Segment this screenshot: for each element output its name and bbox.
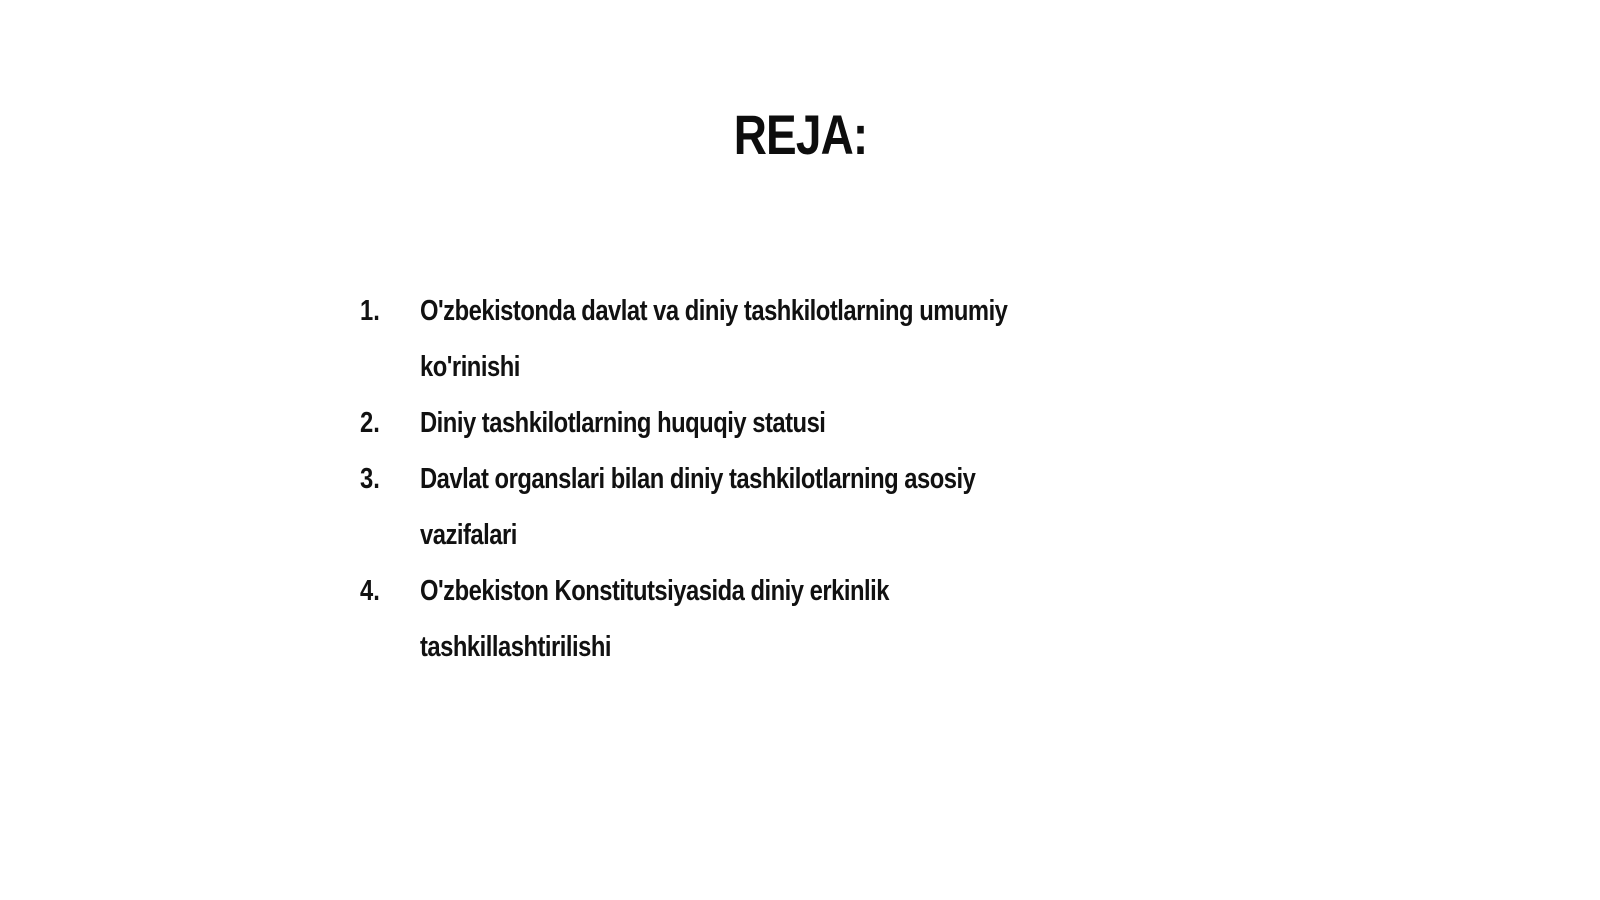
plan-item-text: Davlat organslari bilan diniy tashkilotlarning asosiy vazifalari xyxy=(420,463,976,551)
plan-item-3 xyxy=(360,451,1180,563)
plan-list xyxy=(360,283,1180,675)
plan-item-number: 4. xyxy=(360,575,380,607)
plan-item-1 xyxy=(360,283,1180,395)
slide-title: REJA: xyxy=(733,103,868,166)
plan-item-4 xyxy=(360,563,1180,675)
plan-item-number: 2. xyxy=(360,407,380,439)
plan-item-number: 1. xyxy=(360,295,380,327)
plan-item-2 xyxy=(360,395,1180,451)
plan-item-number: 3. xyxy=(360,463,380,495)
plan-item-text: O'zbekiston Konstitutsiyasida diniy erkinlik tashkillashtirilishi xyxy=(420,575,889,663)
plan-item-text: O'zbekistonda davlat va diniy tashkilotlarning umumiy ko'rinishi xyxy=(420,295,1008,383)
plan-item-text: Diniy tashkilotlarning huquqiy statusi xyxy=(420,407,826,439)
